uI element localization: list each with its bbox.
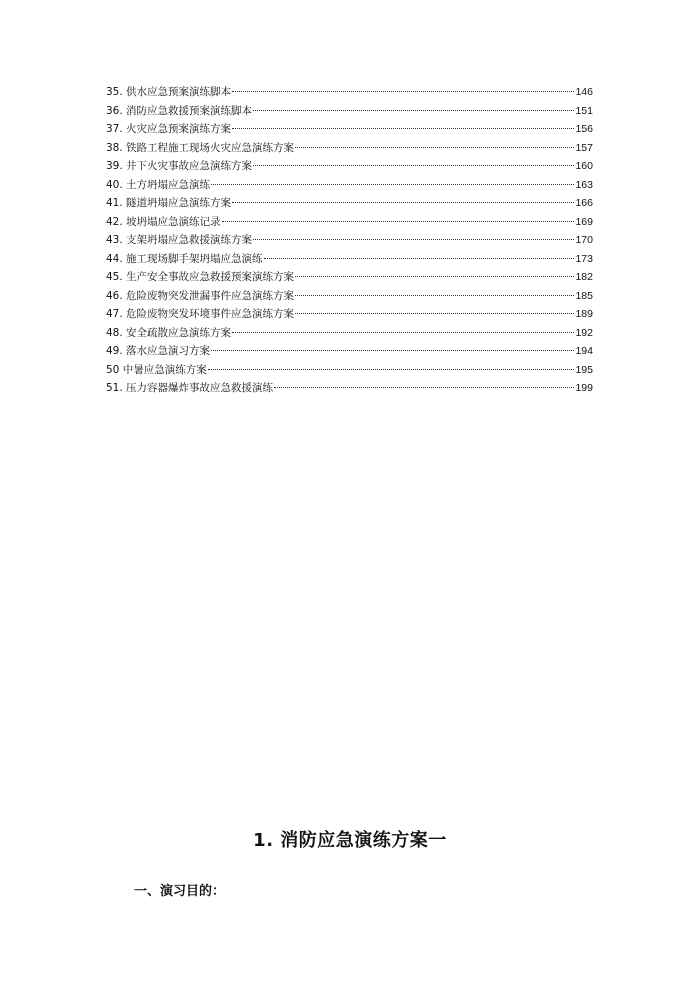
toc-entry-title: 45. 生产安全事故应急救援预案演练方案 (106, 271, 295, 283)
toc-dot-leader (295, 313, 574, 314)
toc-entry-page: 163 (575, 178, 593, 191)
toc-entry[interactable] (106, 231, 593, 250)
toc-entry-page: 169 (575, 215, 593, 228)
table-of-contents (106, 83, 593, 398)
toc-dot-leader (253, 110, 574, 111)
toc-entry-title: 48. 安全疏散应急演练方案 (106, 326, 232, 339)
toc-entry-title: 47. 危险废物突发环境事件应急演练方案 (106, 308, 295, 320)
toc-entry-page: 192 (575, 326, 593, 339)
toc-dot-leader (295, 147, 574, 148)
toc-dot-leader (253, 239, 574, 240)
section-heading: 一、演习目的： (134, 884, 226, 899)
toc-entry[interactable] (106, 361, 593, 380)
toc-entry[interactable] (106, 305, 593, 324)
toc-entry-page: 189 (575, 308, 593, 320)
toc-dot-leader (232, 332, 574, 333)
toc-entry-page: 182 (575, 271, 593, 283)
toc-dot-leader (232, 128, 574, 129)
toc-dot-leader (295, 295, 574, 296)
toc-entry-title: 51. 压力容器爆炸事故应急救援演练 (106, 382, 274, 394)
toc-entry[interactable] (106, 250, 593, 269)
toc-entry-page: 195 (575, 363, 593, 376)
toc-entry-title: 39. 井下火灾事故应急演练方案 (106, 160, 253, 172)
toc-entry-title: 35. 供水应急预案演练脚本 (106, 86, 232, 98)
toc-entry-page: 199 (575, 382, 593, 394)
toc-entry-title: 46. 危险废物突发泄漏事件应急演练方案 (106, 289, 295, 302)
toc-entry-title: 38. 铁路工程施工现场火灾应急演练方案 (106, 141, 295, 154)
toc-entry[interactable] (106, 287, 593, 306)
toc-entry[interactable] (106, 379, 593, 398)
toc-entry-title: 37. 火灾应急预案演练方案 (106, 123, 232, 135)
toc-entry-page: 151 (575, 104, 593, 117)
toc-entry[interactable] (106, 139, 593, 158)
toc-dot-leader (222, 221, 575, 222)
toc-entry[interactable] (106, 120, 593, 139)
toc-entry[interactable] (106, 268, 593, 287)
toc-entry[interactable] (106, 194, 593, 213)
toc-dot-leader (232, 202, 574, 203)
toc-entry-title: 49. 落水应急演习方案 (106, 345, 211, 357)
toc-entry-page: 160 (575, 160, 593, 172)
toc-entry-page: 156 (575, 123, 593, 135)
toc-entry-title: 41. 隧道坍塌应急演练方案 (106, 197, 232, 209)
toc-dot-leader (211, 184, 574, 185)
toc-entry-page: 146 (575, 86, 593, 98)
toc-entry-title: 44. 施工现场脚手架坍塌应急演练 (106, 252, 263, 265)
chapter-title: 1. 消防应急演练方案一 (253, 830, 447, 851)
toc-entry-title: 50 中暑应急演练方案 (106, 363, 207, 376)
toc-entry-title: 40. 土方坍塌应急演练 (106, 178, 211, 191)
toc-entry-page: 157 (575, 141, 593, 154)
toc-dot-leader (211, 350, 574, 351)
toc-entry[interactable] (106, 213, 593, 232)
toc-dot-leader (253, 165, 574, 166)
toc-entry-title: 43. 支架坍塌应急救援演练方案 (106, 234, 253, 246)
toc-dot-leader (208, 369, 575, 370)
toc-entry-page: 173 (575, 252, 593, 265)
toc-entry[interactable] (106, 176, 593, 195)
toc-dot-leader (274, 387, 574, 388)
toc-entry[interactable] (106, 342, 593, 361)
toc-entry[interactable] (106, 324, 593, 343)
toc-entry-page: 170 (575, 234, 593, 246)
toc-dot-leader (295, 276, 574, 277)
toc-dot-leader (232, 91, 574, 92)
toc-entry[interactable] (106, 157, 593, 176)
toc-entry-title: 42. 坡坍塌应急演练记录 (106, 215, 221, 228)
toc-dot-leader (264, 258, 575, 259)
toc-entry-page: 194 (575, 345, 593, 357)
toc-entry[interactable] (106, 102, 593, 121)
toc-entry[interactable] (106, 83, 593, 102)
toc-entry-page: 185 (575, 289, 593, 302)
toc-entry-page: 166 (575, 197, 593, 209)
toc-entry-title: 36. 消防应急救援预案演练脚本 (106, 104, 253, 117)
